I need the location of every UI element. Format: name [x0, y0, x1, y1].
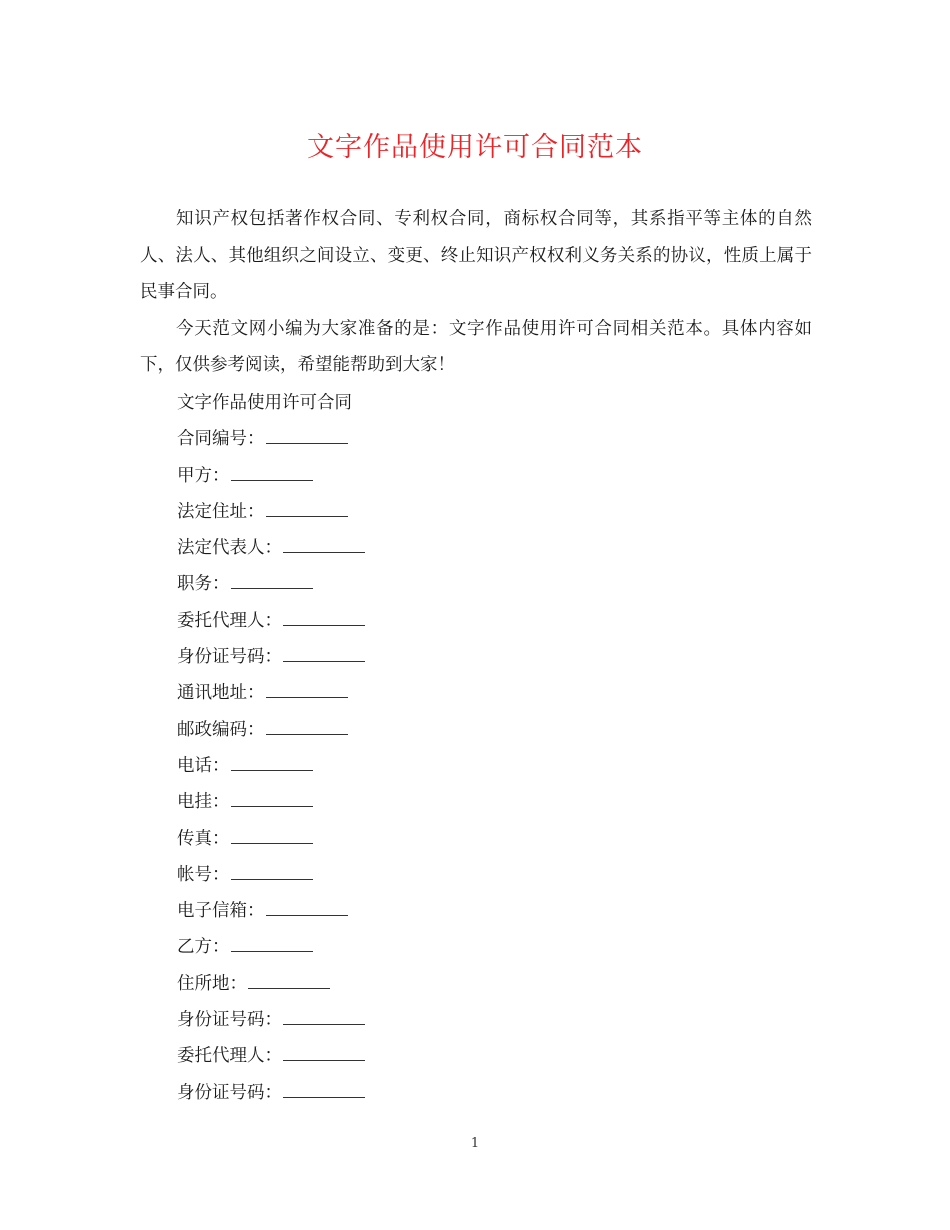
field-id-number-b: [177, 1002, 365, 1038]
field-label: 身份证号码：: [177, 647, 282, 668]
field-email: [177, 893, 365, 929]
blank-line[interactable]: [248, 971, 330, 989]
field-legal-address: [177, 494, 365, 530]
field-label: 甲方：: [177, 465, 230, 486]
field-contract-number: [177, 421, 365, 457]
field-label: 乙方：: [177, 937, 230, 958]
field-fax: [177, 821, 365, 857]
field-party-b: [177, 929, 365, 965]
intro-paragraph: 知识产权包括著作权合同、专利权合同，商标权合同等，其系指平等主体的自然人、法人、其他组织之间设立、变更、终止知识产权权利义务关系的协议，性质上属于民事合同。: [140, 209, 812, 302]
field-label: 身份证号码：: [177, 1010, 282, 1031]
field-agent-b: [177, 1038, 365, 1074]
intro-paragraph: 今天范文网小编为大家准备的是：文字作品使用许可合同相关范本。具体内容如下，仅供参考阅读，希望能帮助到大家！: [140, 318, 812, 375]
field-label: 委托代理人：: [177, 610, 282, 631]
field-postal-code: [177, 712, 365, 748]
field-residence: [177, 966, 365, 1002]
field-label: 通讯地址：: [177, 683, 265, 704]
field-label: 法定住址：: [177, 501, 265, 522]
field-label: 电子信箱：: [177, 901, 265, 922]
blank-line[interactable]: [283, 1007, 365, 1025]
field-label: 合同编号：: [177, 429, 265, 450]
field-label: 住所地：: [177, 973, 247, 994]
blank-line[interactable]: [283, 536, 365, 554]
field-label: 电话：: [177, 755, 230, 776]
field-account: [177, 857, 365, 893]
blank-line[interactable]: [266, 427, 348, 445]
page-number: 1: [470, 1136, 480, 1151]
blank-line[interactable]: [266, 681, 348, 699]
field-phone: [177, 748, 365, 784]
field-agent: [177, 603, 365, 639]
field-label: 电挂：: [177, 792, 230, 813]
field-label: 邮政编码：: [177, 719, 265, 740]
blank-line[interactable]: [283, 1044, 365, 1062]
field-legal-representative: [177, 530, 365, 566]
field-label: 身份证号码：: [177, 1082, 282, 1103]
field-label: 法定代表人：: [177, 538, 282, 559]
field-cable: [177, 784, 365, 820]
field-label: 职务：: [177, 574, 230, 595]
field-mailing-address: [177, 675, 365, 711]
intro-section: [140, 201, 812, 384]
field-label: 帐号：: [177, 864, 230, 885]
blank-line[interactable]: [266, 717, 348, 735]
field-party-a: [177, 458, 365, 494]
contract-fields: [177, 385, 365, 1111]
blank-line[interactable]: [231, 862, 313, 880]
field-label: 传真：: [177, 828, 230, 849]
field-position: [177, 566, 365, 602]
blank-line[interactable]: [231, 753, 313, 771]
field-agent-id-number-b: [177, 1075, 365, 1111]
blank-line[interactable]: [231, 935, 313, 953]
blank-line[interactable]: [283, 1080, 365, 1098]
blank-line[interactable]: [231, 572, 313, 590]
blank-line[interactable]: [231, 826, 313, 844]
field-label: 委托代理人：: [177, 1046, 282, 1067]
blank-line[interactable]: [266, 899, 348, 917]
field-id-number: [177, 639, 365, 675]
blank-line[interactable]: [231, 790, 313, 808]
blank-line[interactable]: [231, 463, 313, 481]
contract-heading: 文字作品使用许可合同: [177, 393, 352, 413]
blank-line[interactable]: [266, 499, 348, 517]
document-title: 文字作品使用许可合同范本: [307, 132, 643, 163]
blank-line[interactable]: [283, 644, 365, 662]
blank-line[interactable]: [283, 608, 365, 626]
